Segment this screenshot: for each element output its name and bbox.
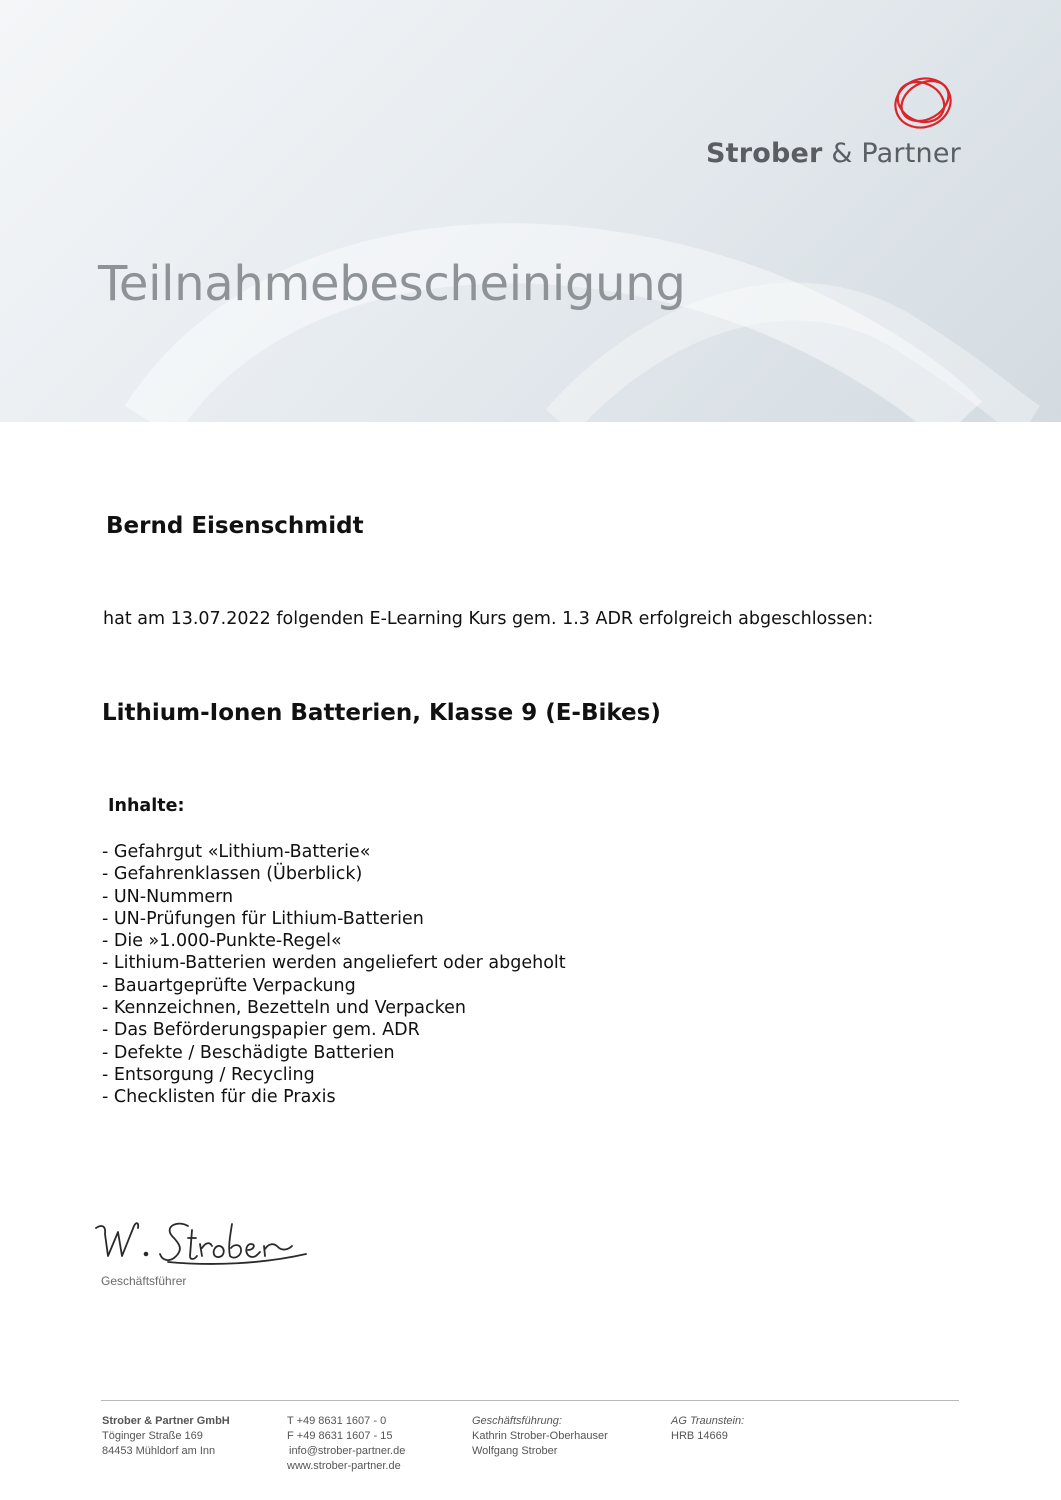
footer-register bbox=[671, 1414, 744, 1444]
list-item: - Das Beförderungspapier gem. ADR bbox=[102, 1020, 420, 1041]
list-item: - Bauartgeprüfte Verpackung bbox=[102, 975, 356, 996]
list-item: - Gefahrgut «Lithium-Batterie« bbox=[102, 842, 371, 862]
list-item: - Lithium-Batterien werden angeliefert oder abgeholt bbox=[102, 953, 566, 974]
course-title: Lithium-Ionen Batterien, Klasse 9 (E-Bikes) bbox=[102, 700, 661, 726]
list-item: - Entsorgung / Recycling bbox=[102, 1064, 315, 1085]
list-item: - Kennzeichnen, Bezetteln und Verpacken bbox=[102, 998, 467, 1019]
footer-divider bbox=[101, 1400, 959, 1401]
management-person-1: Kathrin Strober-Oberhauser bbox=[472, 1430, 608, 1442]
header-banner bbox=[0, 0, 1061, 422]
company-street: Töginger Straße 169 bbox=[102, 1430, 203, 1442]
management-person-2: Wolfgang Strober bbox=[472, 1445, 558, 1457]
company-city: 84453 Mühldorf am Inn bbox=[102, 1445, 216, 1457]
register-label: AG Traunstein: bbox=[671, 1415, 745, 1427]
list-item: - Gefahrenklassen (Überblick) bbox=[102, 864, 363, 885]
participant-name: Bernd Eisenschmidt bbox=[106, 513, 364, 539]
company-name: Strober & Partner GmbH bbox=[102, 1415, 230, 1427]
list-item: - Checklisten für die Praxis bbox=[102, 1087, 336, 1108]
contact-web[interactable]: www.strober-partner.de bbox=[287, 1460, 401, 1472]
list-item: - Defekte / Beschädigte Batterien bbox=[102, 1042, 395, 1063]
list-item: - UN-Nummern bbox=[102, 886, 234, 907]
footer-management bbox=[472, 1414, 608, 1459]
document-title: Teilnahmebescheinigung bbox=[98, 256, 686, 312]
handwritten-signature bbox=[92, 1216, 322, 1268]
strober-logo-icon bbox=[888, 72, 958, 134]
contact-email[interactable]: info@strober-partner.de bbox=[289, 1445, 406, 1457]
contents-heading: Inhalte: bbox=[108, 796, 185, 816]
contact-fax: F +49 8631 1607 - 15 bbox=[287, 1430, 393, 1442]
brand-name bbox=[706, 138, 961, 169]
contents-list bbox=[102, 841, 566, 1109]
brand-name-strong: Strober bbox=[706, 138, 823, 169]
footer-contact bbox=[287, 1414, 405, 1474]
background-swoosh bbox=[0, 0, 1061, 422]
footer-company bbox=[102, 1414, 230, 1459]
list-item: - Die »1.000-Punkte-Regel« bbox=[102, 931, 342, 952]
management-label: Geschäftsführung: bbox=[472, 1415, 562, 1427]
brand-name-rest: & Partner bbox=[831, 138, 961, 169]
register-number: HRB 14669 bbox=[671, 1430, 728, 1442]
completion-statement: hat am 13.07.2022 folgenden E-Learning Kurs gem. 1.3 ADR erfolgreich abgeschlossen: bbox=[103, 609, 874, 629]
signature-caption: Geschäftsführer bbox=[101, 1274, 187, 1288]
contact-phone: T +49 8631 1607 - 0 bbox=[287, 1415, 387, 1427]
list-item: - UN-Prüfungen für Lithium-Batterien bbox=[102, 908, 424, 929]
